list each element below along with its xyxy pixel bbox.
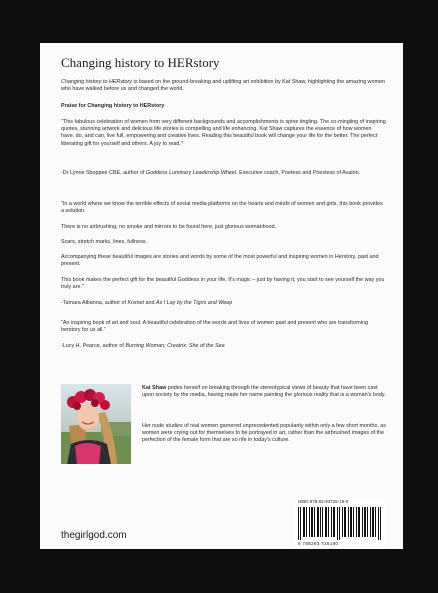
attribution-2 <box>61 300 386 307</box>
author-bio-2: Her nude studies of real women garnered unprecedented popularity within only a few short months, as women were crying out for themselves to be portrayed in art, rather than the airbrushed images of the perfection of the female form that are so rife in today's culture. <box>142 423 386 444</box>
attribution-3-text: -Lucy H. Pearce, author of <box>61 343 126 349</box>
website-link[interactable]: thegirlgod.com <box>61 530 127 541</box>
author-name: Kat Shaw <box>142 385 167 391</box>
barcode-number: 9 788293 725190 <box>298 541 339 546</box>
attribution-2-book-1: Kismet <box>127 300 145 306</box>
attribution-1-book: Goddess Luminary Leadership Wheel <box>145 170 237 176</box>
quote-2d: Accompanying these beautiful images are stories and words by some of the most powerful and inspiring women in Herstory, past and present. <box>61 254 379 268</box>
attribution-1-text: -Dr Lynne Shoppee CBE, author of <box>61 170 146 176</box>
praise-heading: Praise for Changing history to HERstory <box>61 103 165 109</box>
author-portrait-image <box>61 384 131 464</box>
author-photo <box>61 384 131 464</box>
isbn-barcode <box>294 499 386 547</box>
quote-2b: There is no airbrushing, no smoke and mirrors to be found here, just glorious womanhood. <box>61 224 277 230</box>
attribution-2-book-2: As I Lay by the Tigris and Weep <box>156 300 233 306</box>
attribution-1-tail: , Executive coach, Poetess and Priestess of Avalon. <box>236 170 361 176</box>
attribution-3-books: Burning Woman; Creatrix; She of the Sea <box>125 343 225 349</box>
author-bio-1 <box>142 385 386 399</box>
isbn-label: ISBN 978-82-93725-19-0 <box>298 499 349 504</box>
author-bio-1-text: prides herself on breaking through the stereotypical views of beauty that have been cast upon society by the media, having made her name painting the glorious reality that is a woman's body. <box>142 385 386 399</box>
intro-text: is based on the ground-breaking and uplifting art exhibition by Kat Shaw, highlighting the amazing women who have walked before us and changed the world. <box>61 79 385 93</box>
intro-book-title: Changing history to HERstory <box>61 79 133 85</box>
intro-paragraph <box>61 79 386 93</box>
barcode-icon <box>298 507 382 540</box>
quote-3: "An inspiring book of art and soul. A beautiful celebration of the words and lives of women past and present who are transforming herstory for us all." <box>61 320 368 334</box>
quote-2c: Scars, stretch marks, lines, fullness. <box>61 239 147 245</box>
quote-1: "This fabulous celebration of women from very different backgrounds and accomplishments is spine tingling. The co-mingling of inspiring quotes, stunning artwork and delicious life stories is compelling and life enhancing. Kat Shaw captures the essence of how women have, do, and can, live full, empowering and creative lives. Reading this beautiful book will change your life for the better. The perfect liberating gift for yourself and others. A joy to read." <box>61 119 386 147</box>
book-title: Changing history to HERstory <box>61 55 220 70</box>
quote-2e: This book makes the perfect gift for the beautiful Goddess in your life. It's magic – just by having it, you start to see yourself the way you truly are." <box>61 277 385 291</box>
back-cover <box>40 43 403 549</box>
quote-2: "In a world where we know the terrible effects of social media platforms on the hearts and minds of women and girls, this book provides a solution. <box>61 201 383 215</box>
attribution-1 <box>61 170 386 177</box>
attribution-3 <box>61 343 386 350</box>
attribution-2-and: and <box>144 300 157 306</box>
attribution-2-text: -Tamara Albanna, author of <box>61 300 128 306</box>
